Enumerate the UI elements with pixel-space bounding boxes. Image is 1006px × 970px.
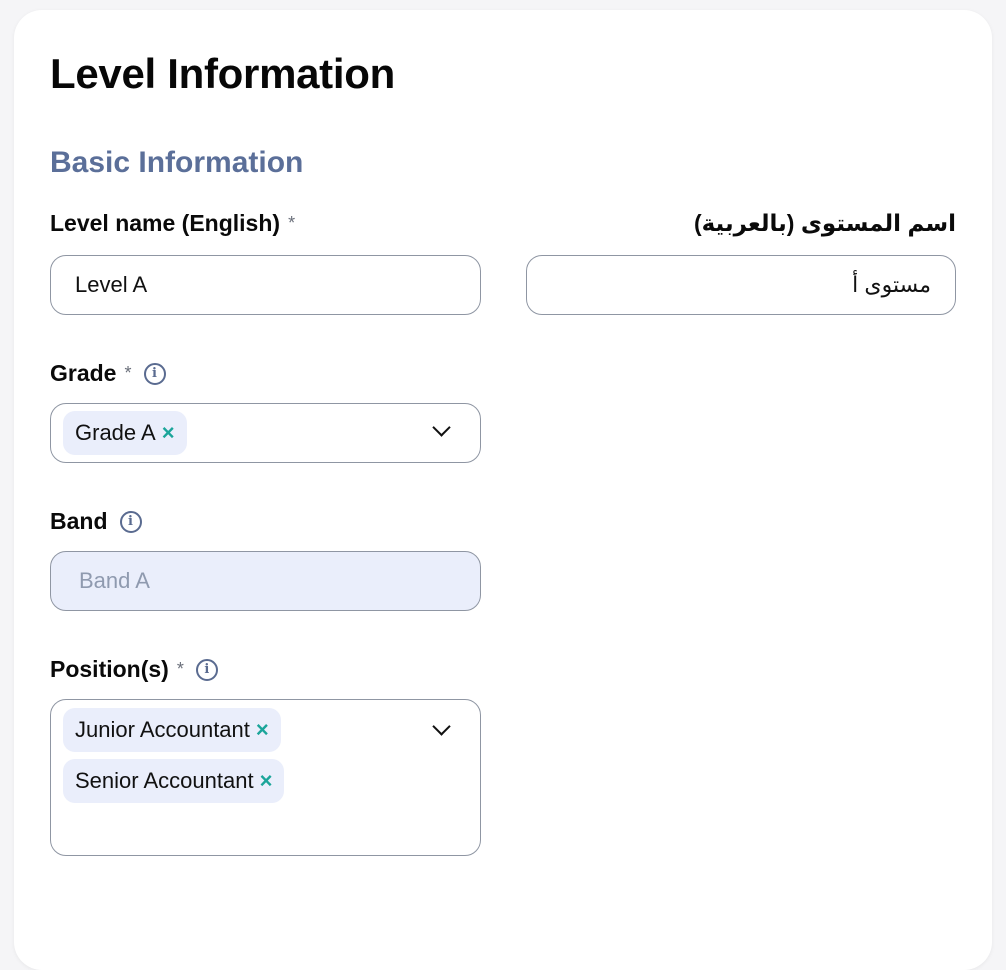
level-name-ar-value: مستوى أ: [852, 272, 931, 297]
chevron-down-icon[interactable]: [432, 717, 450, 735]
level-name-en-value: Level A: [75, 272, 148, 297]
level-name-en-label-text: Level name (English): [50, 210, 281, 236]
positions-label-text: Position(s): [50, 656, 169, 682]
level-name-ar-label: [694, 210, 956, 237]
level-name-en-label: [50, 210, 295, 237]
position-chip: [63, 708, 281, 752]
chevron-down-icon[interactable]: [432, 418, 450, 436]
positions-select[interactable]: [50, 699, 481, 856]
band-input: [50, 551, 481, 611]
required-mark: *: [124, 363, 132, 383]
position-chip: [63, 759, 284, 803]
section-title: Basic Information: [50, 146, 304, 179]
band-label-text: Band: [50, 508, 108, 534]
grade-select[interactable]: [50, 403, 481, 463]
required-mark: *: [176, 659, 184, 679]
remove-chip-icon[interactable]: ×: [259, 768, 273, 793]
level-name-ar-label-text: اسم المستوى (بالعربية): [693, 210, 956, 236]
info-icon[interactable]: i: [196, 659, 218, 681]
info-icon[interactable]: i: [120, 511, 142, 533]
required-mark: *: [288, 213, 296, 233]
page-title: Level Information: [50, 50, 395, 97]
level-name-en-input[interactable]: [50, 255, 481, 315]
positions-label: [50, 656, 218, 683]
position-chip-label: Junior Accountant: [75, 717, 250, 742]
position-chip-label: Senior Accountant: [75, 768, 254, 793]
band-value: Band A: [79, 568, 150, 593]
remove-chip-icon[interactable]: ×: [255, 717, 269, 742]
grade-label-text: Grade: [50, 360, 117, 386]
grade-chip: [63, 411, 187, 455]
info-icon[interactable]: i: [144, 363, 166, 385]
grade-label: [50, 360, 166, 387]
band-label: [50, 508, 142, 535]
remove-chip-icon[interactable]: ×: [161, 420, 175, 445]
level-name-ar-input[interactable]: [526, 255, 956, 315]
level-information-card: [14, 10, 992, 970]
grade-chip-label: Grade A: [75, 420, 156, 445]
